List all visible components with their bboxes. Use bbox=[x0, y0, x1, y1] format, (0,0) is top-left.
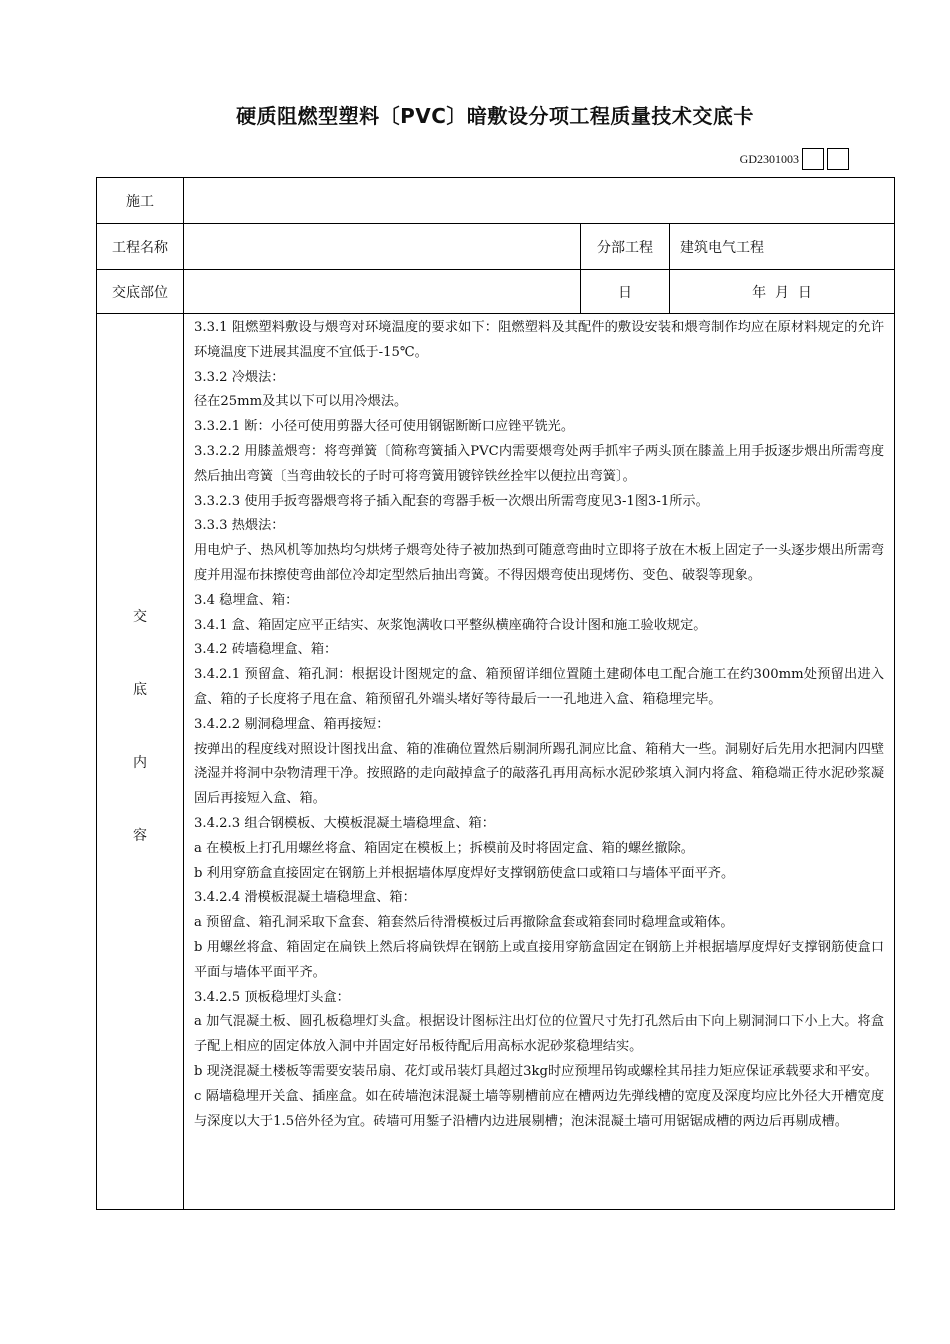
content-line: b 用螺丝将盒、箱固定在扁铁上然后将扁铁焊在钢筋上或直接用穿筋盒固定在钢筋上并根据墙厚度焊好支撑钢筋使盒口平面与墙体平面平齐。 bbox=[194, 939, 885, 980]
content-body bbox=[184, 314, 895, 1210]
content-line: a 在模板上打孔用螺丝将盒、箱固定在模板上；拆模前及时将固定盒、箱的螺丝撤除。 bbox=[194, 840, 694, 856]
content-line: 3.3.2.2 用膝盖煨弯：将弯弹簧〔简称弯簧插入PVC内需要煨弯处两手抓牢子两头顶在膝盖上用手扳逐步煨出所需弯度然后抽出弯簧〔当弯曲较长的子时可将弯簧用镀锌铁丝拴牢以便拉出弯簧〕。 bbox=[194, 443, 885, 484]
construction-value bbox=[184, 178, 895, 224]
side-label-char-1: 交 bbox=[133, 609, 147, 625]
page-title: 硬质阻燃型塑料〔PVC〕暗敷设分项工程质量技术交底卡 bbox=[236, 104, 754, 128]
content-line: 3.3.2.1 断：小径可使用剪器大径可使用钢锯断断口应锉平铣光。 bbox=[194, 419, 575, 435]
content-line: c 隔墙稳埋开关盒、插座盒。如在砖墙泡沫混凝土墙等剔槽前应在槽两边先弹线槽的宽度及深度均应比外径大开槽宽度与深度以大于1.5倍外径为宜。砖墙可用錾子沿槽内边进展剔槽；泡沫混凝土墙可用锯锯成槽的两边后再剔成槽。 bbox=[194, 1088, 885, 1129]
content-line: 用电炉子、热风机等加热均匀烘烤子煨弯处待子被加热到可随意弯曲时立即将子放在木板上固定子一头逐步煨出所需弯度并用湿布抹擦使弯曲部位冷却定型然后抽出弯簧。不得因煨弯使出现烤伤、变色、破裂等现象。 bbox=[194, 543, 885, 583]
handover-part-value bbox=[184, 270, 581, 314]
content-line: 径在25mm及其以下可以用冷煨法。 bbox=[194, 394, 408, 410]
content-line: 3.4 稳埋盒、箱： bbox=[194, 592, 299, 608]
construction-row bbox=[97, 178, 895, 224]
side-label-char-3: 内 bbox=[133, 755, 147, 771]
project-name-label: 工程名称 bbox=[97, 224, 184, 270]
handover-card-table bbox=[96, 177, 895, 1210]
content-line: a 预留盒、箱孔洞采取下盒套、箱套然后待滑模板过后再撤除盒套或箱套同时稳埋盒或箱体。 bbox=[194, 915, 734, 931]
handover-part-label: 交底部位 bbox=[97, 270, 184, 314]
content-line: 按弹出的程度线对照设计图找出盒、箱的准确位置然后剔洞所踢孔洞应比盒、箱稍大一些。洞剔好后先用水把洞内四壁浇湿并将洞中杂物清理干净。按照路的走向敲掉盒子的敲落孔再用高标水泥砂浆填入洞内将盒、箱稳端正待水泥砂浆凝固后再接短入盒、箱。 bbox=[194, 741, 885, 807]
content-line: 3.4.2.1 预留盒、箱孔洞：根据设计图规定的盒、箱预留详细位置随土建砌体电工配合施工在约300mm处预留出进入盒、箱的子长度将子甩在盒、箱预留孔外端头堵好等待最后一一孔地进入盒、箱稳埋完毕。 bbox=[194, 667, 885, 707]
project-name-row bbox=[97, 224, 895, 270]
side-label-char-2: 底 bbox=[133, 682, 147, 698]
handover-part-row bbox=[97, 270, 895, 314]
subproject-value: 建筑电气工程 bbox=[670, 224, 895, 270]
content-line: 3.3.2 冷煨法： bbox=[194, 369, 285, 385]
content-line: 3.3.3 热煨法： bbox=[194, 518, 285, 534]
subproject-label: 分部工程 bbox=[581, 224, 670, 270]
content-line: 3.3.2.3 使用手扳弯器煨弯将子插入配套的弯器手板一次煨出所需弯度见3-1图3-1所示。 bbox=[194, 493, 709, 509]
content-line: 3.4.1 盒、箱固定应平正结实、灰浆饱满收口平整纵横座确符合设计图和施工验收规定。 bbox=[194, 617, 707, 633]
content-line: b 现浇混凝土楼板等需要安装吊扇、花灯或吊装灯具超过3kg时应预埋吊钩或螺栓其吊挂力矩应保证承载要求和平安。 bbox=[194, 1063, 878, 1079]
document-code bbox=[740, 148, 849, 170]
date-label: 日 bbox=[581, 270, 670, 314]
date-value: 年 月 日 bbox=[670, 270, 895, 314]
project-name-value bbox=[184, 224, 581, 270]
side-label bbox=[97, 610, 183, 902]
content-line: 3.4.2 砖墙稳埋盒、箱： bbox=[194, 642, 338, 658]
content-line: 3.3.1 阻燃塑料敷设与煨弯对环境温度的要求如下：阻燃塑料及其配件的敷设安装和煨弯制作均应在原材料规定的允许环境温度下进展其温度不宜低于-15℃。 bbox=[194, 320, 885, 360]
side-label-cell bbox=[97, 314, 184, 1210]
document-code-text: GD2301003 bbox=[739, 151, 799, 166]
content-line: 3.4.2.5 顶板稳埋灯头盒： bbox=[194, 989, 350, 1005]
content-row bbox=[97, 314, 895, 1210]
content-line: 3.4.2.3 组合钢模板、大模板混凝土墙稳埋盒、箱： bbox=[194, 815, 495, 831]
content-line: a 加气混凝土板、圆孔板稳埋灯头盒。根据设计图标注出灯位的位置尺寸先打孔然后由下向上剔洞洞口下小上大。将盒子配上相应的固定体放入洞中并固定好吊板待配后用高标水泥砂浆稳埋结实。 bbox=[194, 1014, 885, 1055]
content-line: 3.4.2.4 滑模板混凝土墙稳埋盒、箱： bbox=[194, 890, 416, 906]
code-box-1 bbox=[802, 148, 824, 170]
construction-label: 施工 bbox=[97, 178, 184, 224]
content-line: 3.4.2.2 剔洞稳埋盒、箱再接短： bbox=[194, 716, 390, 732]
content-line: b 利用穿筋盒直接固定在钢筋上并根据墙体厚度焊好支撑钢筋使盒口或箱口与墙体平面平齐。 bbox=[194, 865, 735, 881]
side-label-char-4: 容 bbox=[133, 828, 147, 844]
code-box-2 bbox=[827, 148, 849, 170]
